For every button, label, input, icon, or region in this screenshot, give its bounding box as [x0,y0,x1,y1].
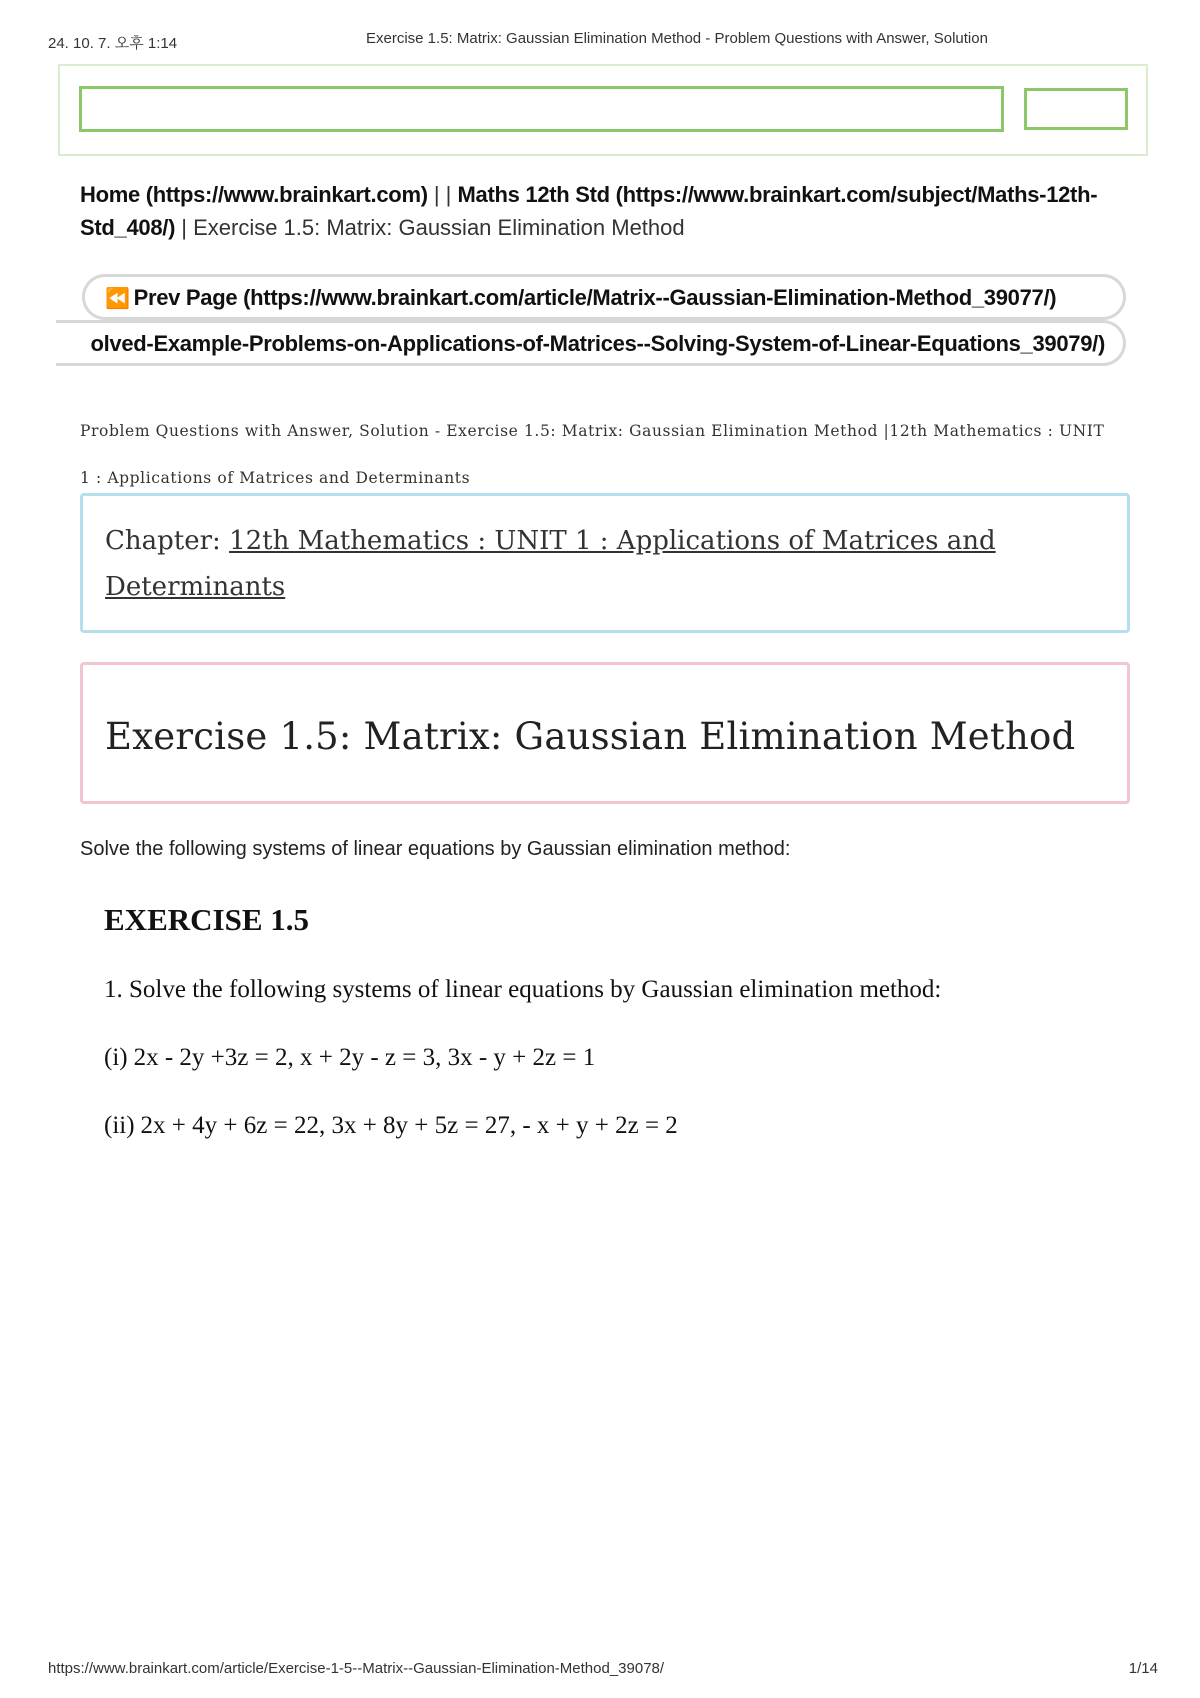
breadcrumb-current: Exercise 1.5: Matrix: Gaussian Elimination Method [193,215,685,240]
prev-page-label: Prev Page (https://www.brainkart.com/article/Matrix--Gaussian-Elimination-Method_39077/) [133,285,1057,310]
equation-1-label: (i) [104,1044,128,1071]
print-datetime: 24. 10. 7. 오후 1:14 [48,35,178,52]
chapter-box [80,493,1130,633]
breadcrumb-subject-link[interactable]: Maths 12th Std (https://www.brainkart.com/subject/Maths-12th-Std_408/) [80,182,1098,240]
breadcrumb-separator: | [175,215,194,240]
article-title-box [80,662,1130,804]
next-page-label: olved-Example-Problems-on-Applications-of-Matrices--Solving-System-of-Linear-Equations_39079/) [90,331,1105,356]
print-header [48,30,1158,54]
search-button[interactable] [1024,88,1128,130]
intro-text: Solve the following systems of linear equations by Gaussian elimination method: [80,838,791,860]
print-url: https://www.brainkart.com/article/Exercise-1-5--Matrix--Gaussian-Elimination-Method_39078/ [48,1660,665,1677]
article-subtitle: Problem Questions with Answer, Solution - Exercise 1.5: Matrix: Gaussian Elimination Method |12th Mathematics : UNIT 1 : Applications of Matrices and Determinants [80,422,1105,487]
exercise-heading: EXERCISE 1.5 [104,902,309,937]
breadcrumb-separator: | | [427,182,458,207]
breadcrumb [80,178,1110,244]
next-page-button[interactable] [56,320,1126,366]
print-footer [48,1660,1158,1682]
print-title: Exercise 1.5: Matrix: Gaussian Elimination Method - Problem Questions with Answer, Solution [366,30,988,47]
equation-2-math: 2x + 4y + 6z = 22, 3x + 8y + 5z = 27, - x + y + 2z = 2 [140,1112,678,1139]
equation-2 [104,1112,678,1140]
print-page-number: 1/14 [1128,1660,1158,1677]
equation-1 [104,1044,595,1072]
breadcrumb-home-link[interactable]: Home (https://www.brainkart.com) [80,182,428,207]
chapter-prefix: Chapter: [105,526,230,556]
exercise-question: 1. Solve the following systems of linear equations by Gaussian elimination method: [104,976,942,1003]
search-box [58,64,1148,156]
chapter-link[interactable]: 12th Mathematics : UNIT 1 : Applications of Matrices and Determinants [105,526,996,602]
prev-page-button[interactable] [82,274,1126,320]
search-input[interactable] [79,86,1004,132]
double-chevron-left-icon: ⏪ [105,288,130,310]
article-title: Exercise 1.5: Matrix: Gaussian Elimination Method [105,715,1076,758]
equation-1-math: 2x - 2y +3z = 2, x + 2y - z = 3, 3x - y + 2z = 1 [133,1044,596,1071]
equation-2-label: (ii) [104,1112,135,1139]
